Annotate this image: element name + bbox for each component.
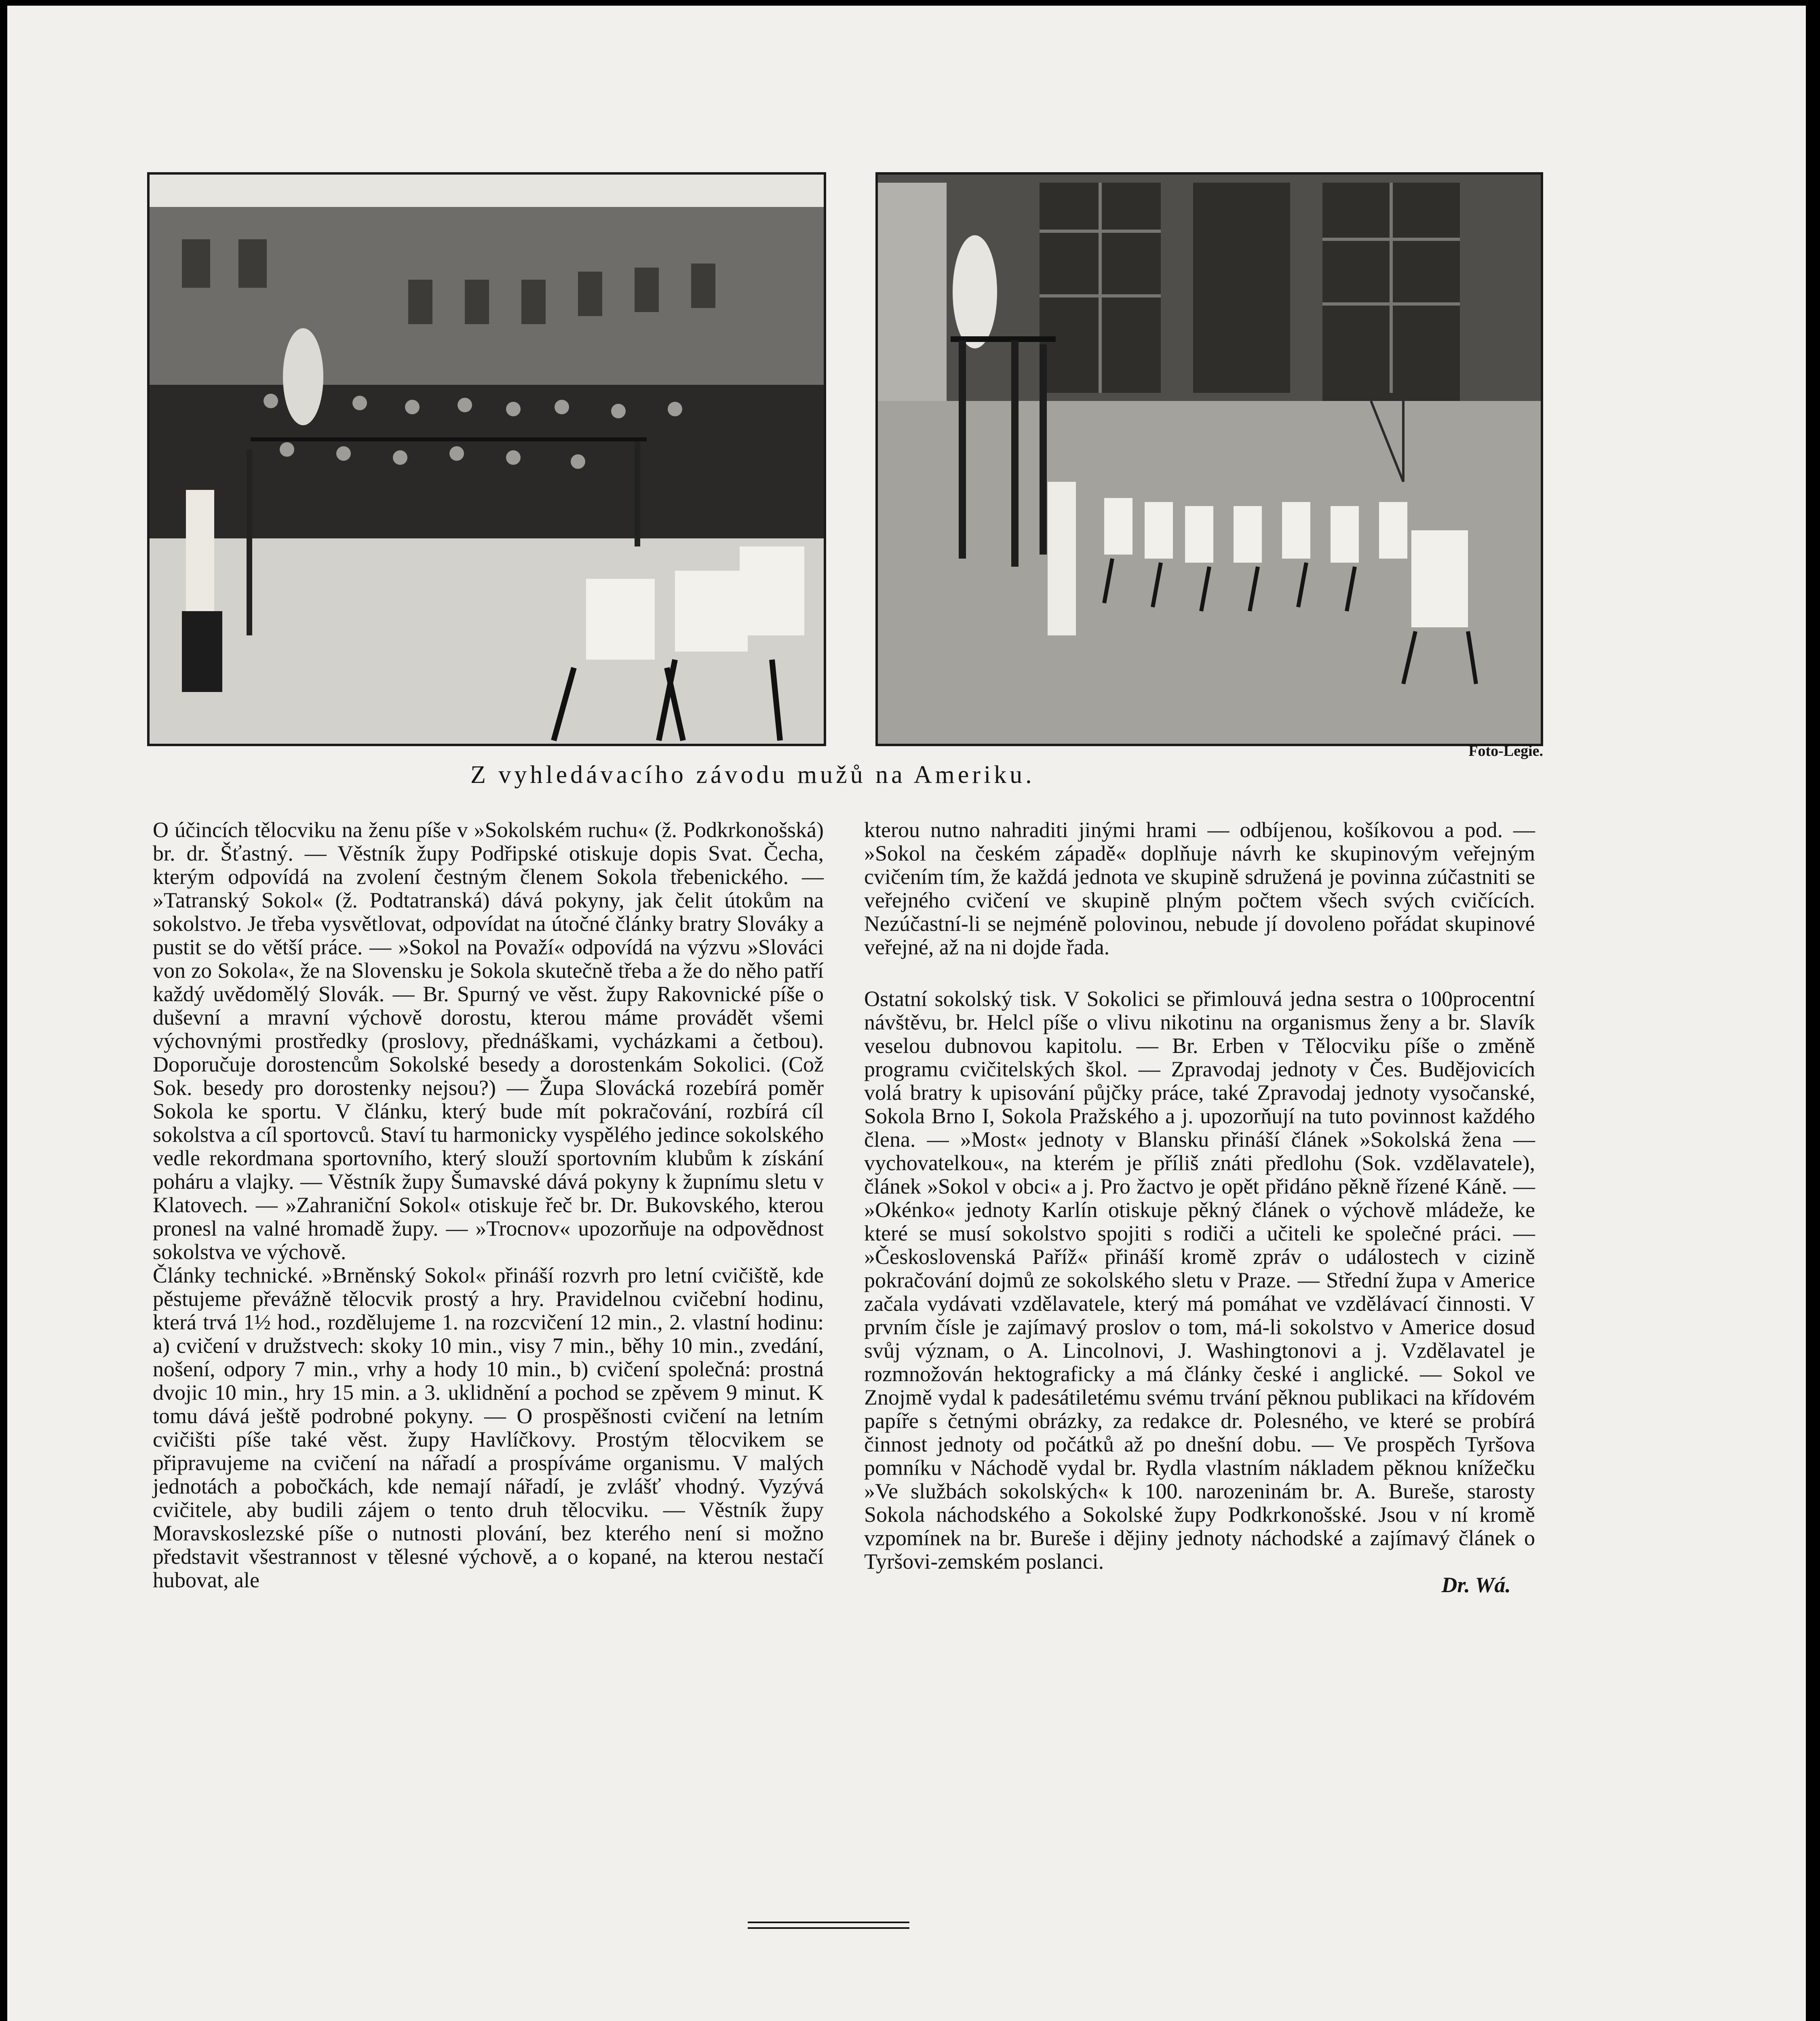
left-paragraph-technical: Články technické. »Brněnský Sokol« přináší rozvrh pro letní cvičiště, kde pěstujeme převážně tělocvik prostý a hry. Pravidelnou cvičební hodinu, která trvá 1½ hod., rozdělujeme 1. na rozcvičení 12 min., 2. vlastní hodinu: a) cvičení v družstvech: skoky 10 min., visy 7 min., běhy 10 min., zvedání, nošení, odpory 7 min., vrhy a hody 10 min., b) cvičení společná: prostná dvojic 10 min., hry 15 min. a 3. uklidnění a pochod se zpěvem 9 minut. K tomu dává ještě podrobné pokyny. — O prospěšnosti cvičení na letním cvičišti píše také věst. župy Havlíčkovy. Prostým tělocvikem se připravujeme na cvičení na nářadí a prospíváme organismu. V malých jednotách a pobočkách, kde nemají nářadí, je zvlášť vhodný. Vyzývá cvičitele, aby budili zájem o tento druh tělocviku. — Věstník župy Moravskoslezské píše o nutnosti plování, bez kterého není si možno představit všestrannost v tělesné výchově, a o kopané, na kterou nestačí hubovat, ale [153,1263,824,1592]
right-paragraph-other-press: Ostatní sokolský tisk. V Sokolici se přimlouvá jedna sestra o 100procentní návštěvu, br. Helcl píše o vlivu nikotinu na organismus ženy a br. Slavík veselou dubnovou kapitolu. — Br. Erben v Tělocviku píše o změně programu cvičitelských škol. — Zpravodaj jednoty v Čes. Budějovicích volá bratry k upisování půjčky práce, také Zpravodaj jednoty vysočanské, Sokola Brno I, Sokola Pražského a j. upozorňují na tuto povinnost každého člena. — »Most« jednoty v Blansku přináší článek »Sokolská žena — vychovatelkou«, na kterém je příliš znáti předlohu (Sok. vzdělavatele), článek »Sokol v obci« a j. Pro žactvo je opět přidáno pěkně řízené Káně. — »Okénko« jednoty Karlín otiskuje pěkný článek o výchově mládeže, ke které se musí sokolstvo spojiti s rodiči a učiteli ke společné práci. — »Československá Paříž« přináší kromě zpráv o událostech v cizině pokračování dojmů ze sokolského sletu v Praze. — Střední župa v Americe začala vydávati vzdělavatele, který má pomáhat ve vzdělávací činnosti. V prvním čísle je zajímavý proslov o tom, má-li sokolstvo v Americe dosud svůj význam, o A. Lincolnovi, J. Washingtonovi a j. Vzdělavatel je rozmnožován hektograficky a má články české i anglické. — Sokol ve Znojmě vydal k padesátiletému svému trvání pěknou publikaci na křídovém papíře s četnými obrázky, za redakce dr. Polesného, ve které se probírá činnost jednoty od počátků až po dnešní dobu. — Ve prospěch Tyršova pomníku v Náchodě vydal br. Rydla vlastním nákladem pěknou knížečku »Ve službách sokolských« k 100. narozeninám br. A. Bureše, starosty Sokola náchodského a Sokolské župy Podkrkonošské. Jsou v ní kromě vzpomínek na br. Bureše i dějiny jednoty náchodské a zajímavý článek o Tyršovi-zemském poslanci. [864,987,1535,1574]
photo-parallel-bars [875,172,1543,746]
photo-left-image [150,175,824,744]
page-sheet [7,6,1806,2021]
photo-horizontal-bar [147,172,826,746]
photo-credit: Foto-Legie. [1468,743,1543,759]
photo-caption: Z vyhledávacího závodu mužů na Ameriku. [470,761,1035,789]
section-divider [748,1922,909,1929]
left-column [153,818,824,1592]
right-column [864,818,1535,1597]
left-paragraph-periodicals: O účincích tělocviku na ženu píše v »Sokolském ruchu« (ž. Podkrkonošská) br. dr. Šťastný. — Věstník župy Podřipské otiskuje dopis Svat. Čecha, kterým odpovídá na zvolení čestným členem Sokola třebenického. — »Tatranský Sokol« (ž. Podtatranská) dává pokyny, jak čelit útokům na sokolstvo. Je třeba vysvětlovat, odpovídat na útočné články bratry Slováky a pustit se do větší práce. — »Sokol na Považí« odpovídá na výzvu »Slováci von zo Sokola«, že na Slovensku je Sokola skutečně třeba a že do něho patří každý uvědomělý Slovák. — Br. Spurný ve věst. župy Rakovnické píše o duševní a mravní výchově dorostu, kterou máme provádět všemi výchovnými prostředky (proslovy, přednáškami, vycházkami a četbou). Doporučuje dorostencům Sokolské besedy a dorostenkám Sokolici. (Což Sok. besedy pro dorostenky nejsou?) — Župa Slovácká rozebírá poměr Sokola ke sportu. V článku, který bude mít pokračování, rozbírá cíl sokolstva a cíl sportovců. Staví tu harmonicky vyspělého jedince sokolského vedle rekordmana sportovního, který slouží sportovním klubům k získání poháru a vlajky. — Věstník župy Šumavské dává pokyny k župnímu sletu v Klatovech. — »Zahraniční Sokol« otiskuje řeč br. Dr. Bukovského, kterou pronesl na valné hromadě župy. — »Trocnov« upozorňuje na odpovědnost sokolstva ve výchově. [153,818,824,1264]
photo-right-image [878,175,1541,744]
right-paragraph-continuation: kterou nutno nahraditi jinými hrami — odbíjenou, košíkovou a pod. — »Sokol na českém západě« doplňuje návrh ke skupinovým veřejným cvičením tím, že každá jednota ve skupině sdružená je povinna zúčastniti se veřejného cvičení ve skupině plným počtem všech svých cvičících. Nezúčastní-li se nejméně polovinou, nebude jí dovoleno pořádat skupinové veřejné, až na ni dojde řada. [864,818,1535,959]
author-signature: Dr. Wá. [1441,1573,1511,1597]
